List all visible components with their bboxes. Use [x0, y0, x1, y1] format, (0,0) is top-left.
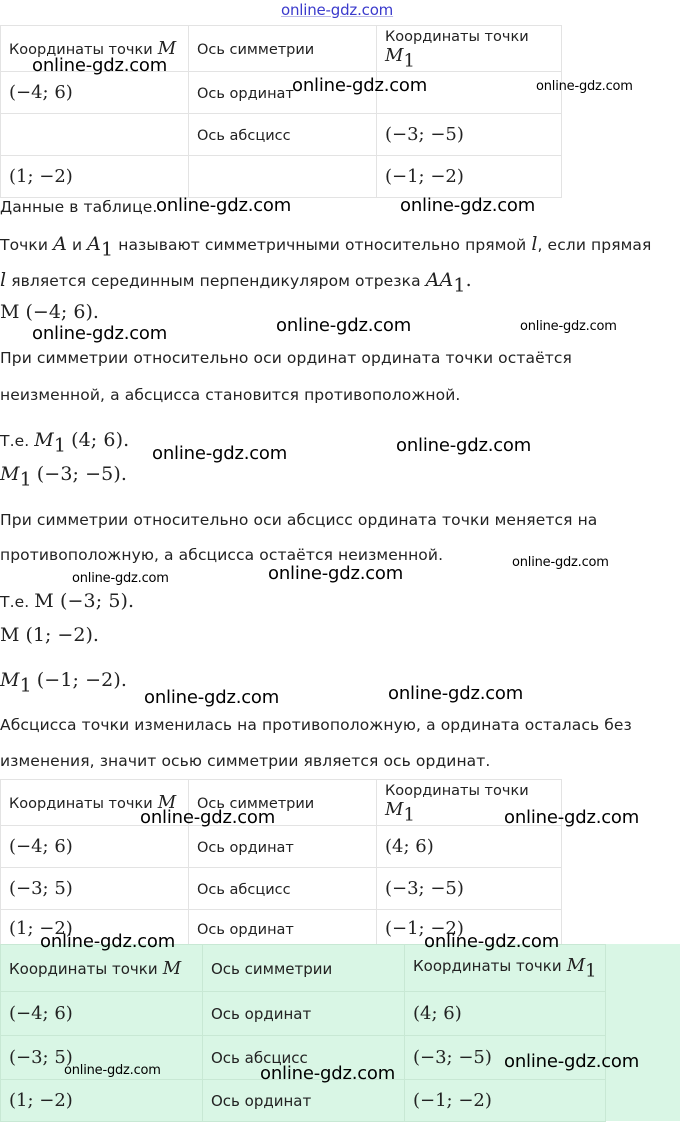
result-5: $M_1$ (−1; −2). — [0, 669, 128, 697]
watermark: online-gdz.com — [292, 75, 428, 96]
paragraph-3-line-2: изменения, значит осью симметрии является ось ординат. — [0, 752, 491, 770]
definition-line-1: Точки A и $A_1$ называют симметричными относительно прямой l, если прямая — [0, 233, 652, 261]
watermark: online-gdz.com — [400, 195, 536, 216]
table-cell: (−4; 6) — [1, 72, 189, 114]
watermark: online-gdz.com — [140, 807, 276, 828]
given-text: Данные в таблице. — [0, 198, 158, 216]
table-row — [1, 114, 562, 156]
watermark-top: online-gdz.com — [281, 1, 394, 19]
table-cell: Ось абсцисс — [203, 1036, 405, 1080]
table-cell: (4; 6) — [405, 992, 606, 1036]
table-cell: (−3; 5) — [1, 868, 189, 910]
watermark: online-gdz.com — [40, 931, 176, 952]
watermark: online-gdz.com — [72, 571, 169, 586]
table-cell — [1, 114, 189, 156]
table-cell — [189, 156, 377, 198]
header-cell-point-m1: Координаты точки $M_1$ — [405, 945, 606, 992]
paragraph-2-line-2: противоположную, а абсцисса остаётся неизменной. — [0, 546, 444, 564]
watermark: online-gdz.com — [260, 1063, 396, 1084]
table-cell: (1; −2) — [1, 156, 189, 198]
table-row — [1, 826, 562, 868]
table-cell: Ось ординат — [189, 826, 377, 868]
answer-table — [0, 779, 562, 948]
watermark: online-gdz.com — [520, 319, 617, 334]
header-cell-axis: Ось симметрии — [189, 26, 377, 72]
table-row — [1, 72, 562, 114]
watermark: online-gdz.com — [32, 55, 168, 76]
watermark: online-gdz.com — [388, 683, 524, 704]
table-header-row — [1, 780, 562, 826]
watermark: online-gdz.com — [512, 555, 609, 570]
table-cell: (1; −2) — [1, 1080, 203, 1122]
result-2: $M_1$ (−3; −5). — [0, 463, 128, 491]
table-row — [1, 1080, 606, 1122]
header-cell-axis: Ось симметрии — [203, 945, 405, 992]
answer-table-highlighted — [0, 944, 606, 1122]
header-cell-point-m: Координаты точки M — [1, 26, 189, 72]
result-3: Т.е. M (−3; 5). — [0, 590, 135, 612]
watermark: online-gdz.com — [268, 563, 404, 584]
paragraph-1-line-2: неизменной, а абсцисса становится противоположной. — [0, 386, 461, 404]
table-cell: Ось ординат — [189, 72, 377, 114]
table-cell: Ось абсцисс — [189, 868, 377, 910]
header-cell-point-m1: Координаты точки $M_1$ — [377, 780, 562, 826]
table-cell: Ось ординат — [203, 1080, 405, 1122]
watermark: online-gdz.com — [152, 443, 288, 464]
header-cell-point-m1: Координаты точки $M_1$ — [377, 26, 562, 72]
table-row — [1, 156, 562, 198]
table-cell: (−3; −5) — [377, 114, 562, 156]
table-cell: (−3; −5) — [377, 868, 562, 910]
table-cell: (−4; 6) — [1, 992, 203, 1036]
table-cell: (−3; −5) — [405, 1036, 606, 1080]
watermark: online-gdz.com — [504, 807, 640, 828]
watermark: online-gdz.com — [64, 1063, 161, 1078]
header-cell-point-m: Координаты точки M — [1, 780, 189, 826]
result-4: M (1; −2). — [0, 624, 99, 646]
watermark: online-gdz.com — [276, 315, 412, 336]
table-cell: (−3; 5) — [1, 1036, 203, 1080]
given-point-m: M (−4; 6). — [0, 301, 99, 323]
table-row — [1, 992, 606, 1036]
header-cell-axis: Ось симметрии — [189, 780, 377, 826]
table-cell: Ось ординат — [203, 992, 405, 1036]
paragraph-3-line-1: Абсцисса точки изменилась на противоположную, а ордината осталась без — [0, 716, 632, 734]
result-1: Т.е. $M_1$ (4; 6). — [0, 429, 130, 457]
watermark: online-gdz.com — [504, 1051, 640, 1072]
watermark: online-gdz.com — [424, 931, 560, 952]
table-cell: (−1; −2) — [377, 910, 562, 948]
table-cell: (−1; −2) — [405, 1080, 606, 1122]
table-cell: (−1; −2) — [377, 156, 562, 198]
watermark: online-gdz.com — [156, 195, 292, 216]
watermark: online-gdz.com — [144, 687, 280, 708]
paragraph-1-line-1: При симметрии относительно оси ординат ордината точки остаётся — [0, 349, 572, 367]
definition-line-2: l является серединным перпендикуляром отрезка $AA_1$. — [0, 269, 472, 297]
table-row — [1, 868, 562, 910]
watermark: online-gdz.com — [396, 435, 532, 456]
table-cell: (4; 6) — [377, 826, 562, 868]
paragraph-2-line-1: При симметрии относительно оси абсцисс ордината точки меняется на — [0, 511, 598, 529]
table-cell: (1; −2) — [1, 910, 189, 948]
table-cell: Ось абсцисс — [189, 114, 377, 156]
table-cell: (−4; 6) — [1, 826, 189, 868]
watermark: online-gdz.com — [536, 79, 633, 94]
watermark: online-gdz.com — [32, 323, 168, 344]
table-cell: Ось ординат — [189, 910, 377, 948]
task-table — [0, 25, 562, 198]
header-cell-point-m: Координаты точки M — [1, 945, 203, 992]
